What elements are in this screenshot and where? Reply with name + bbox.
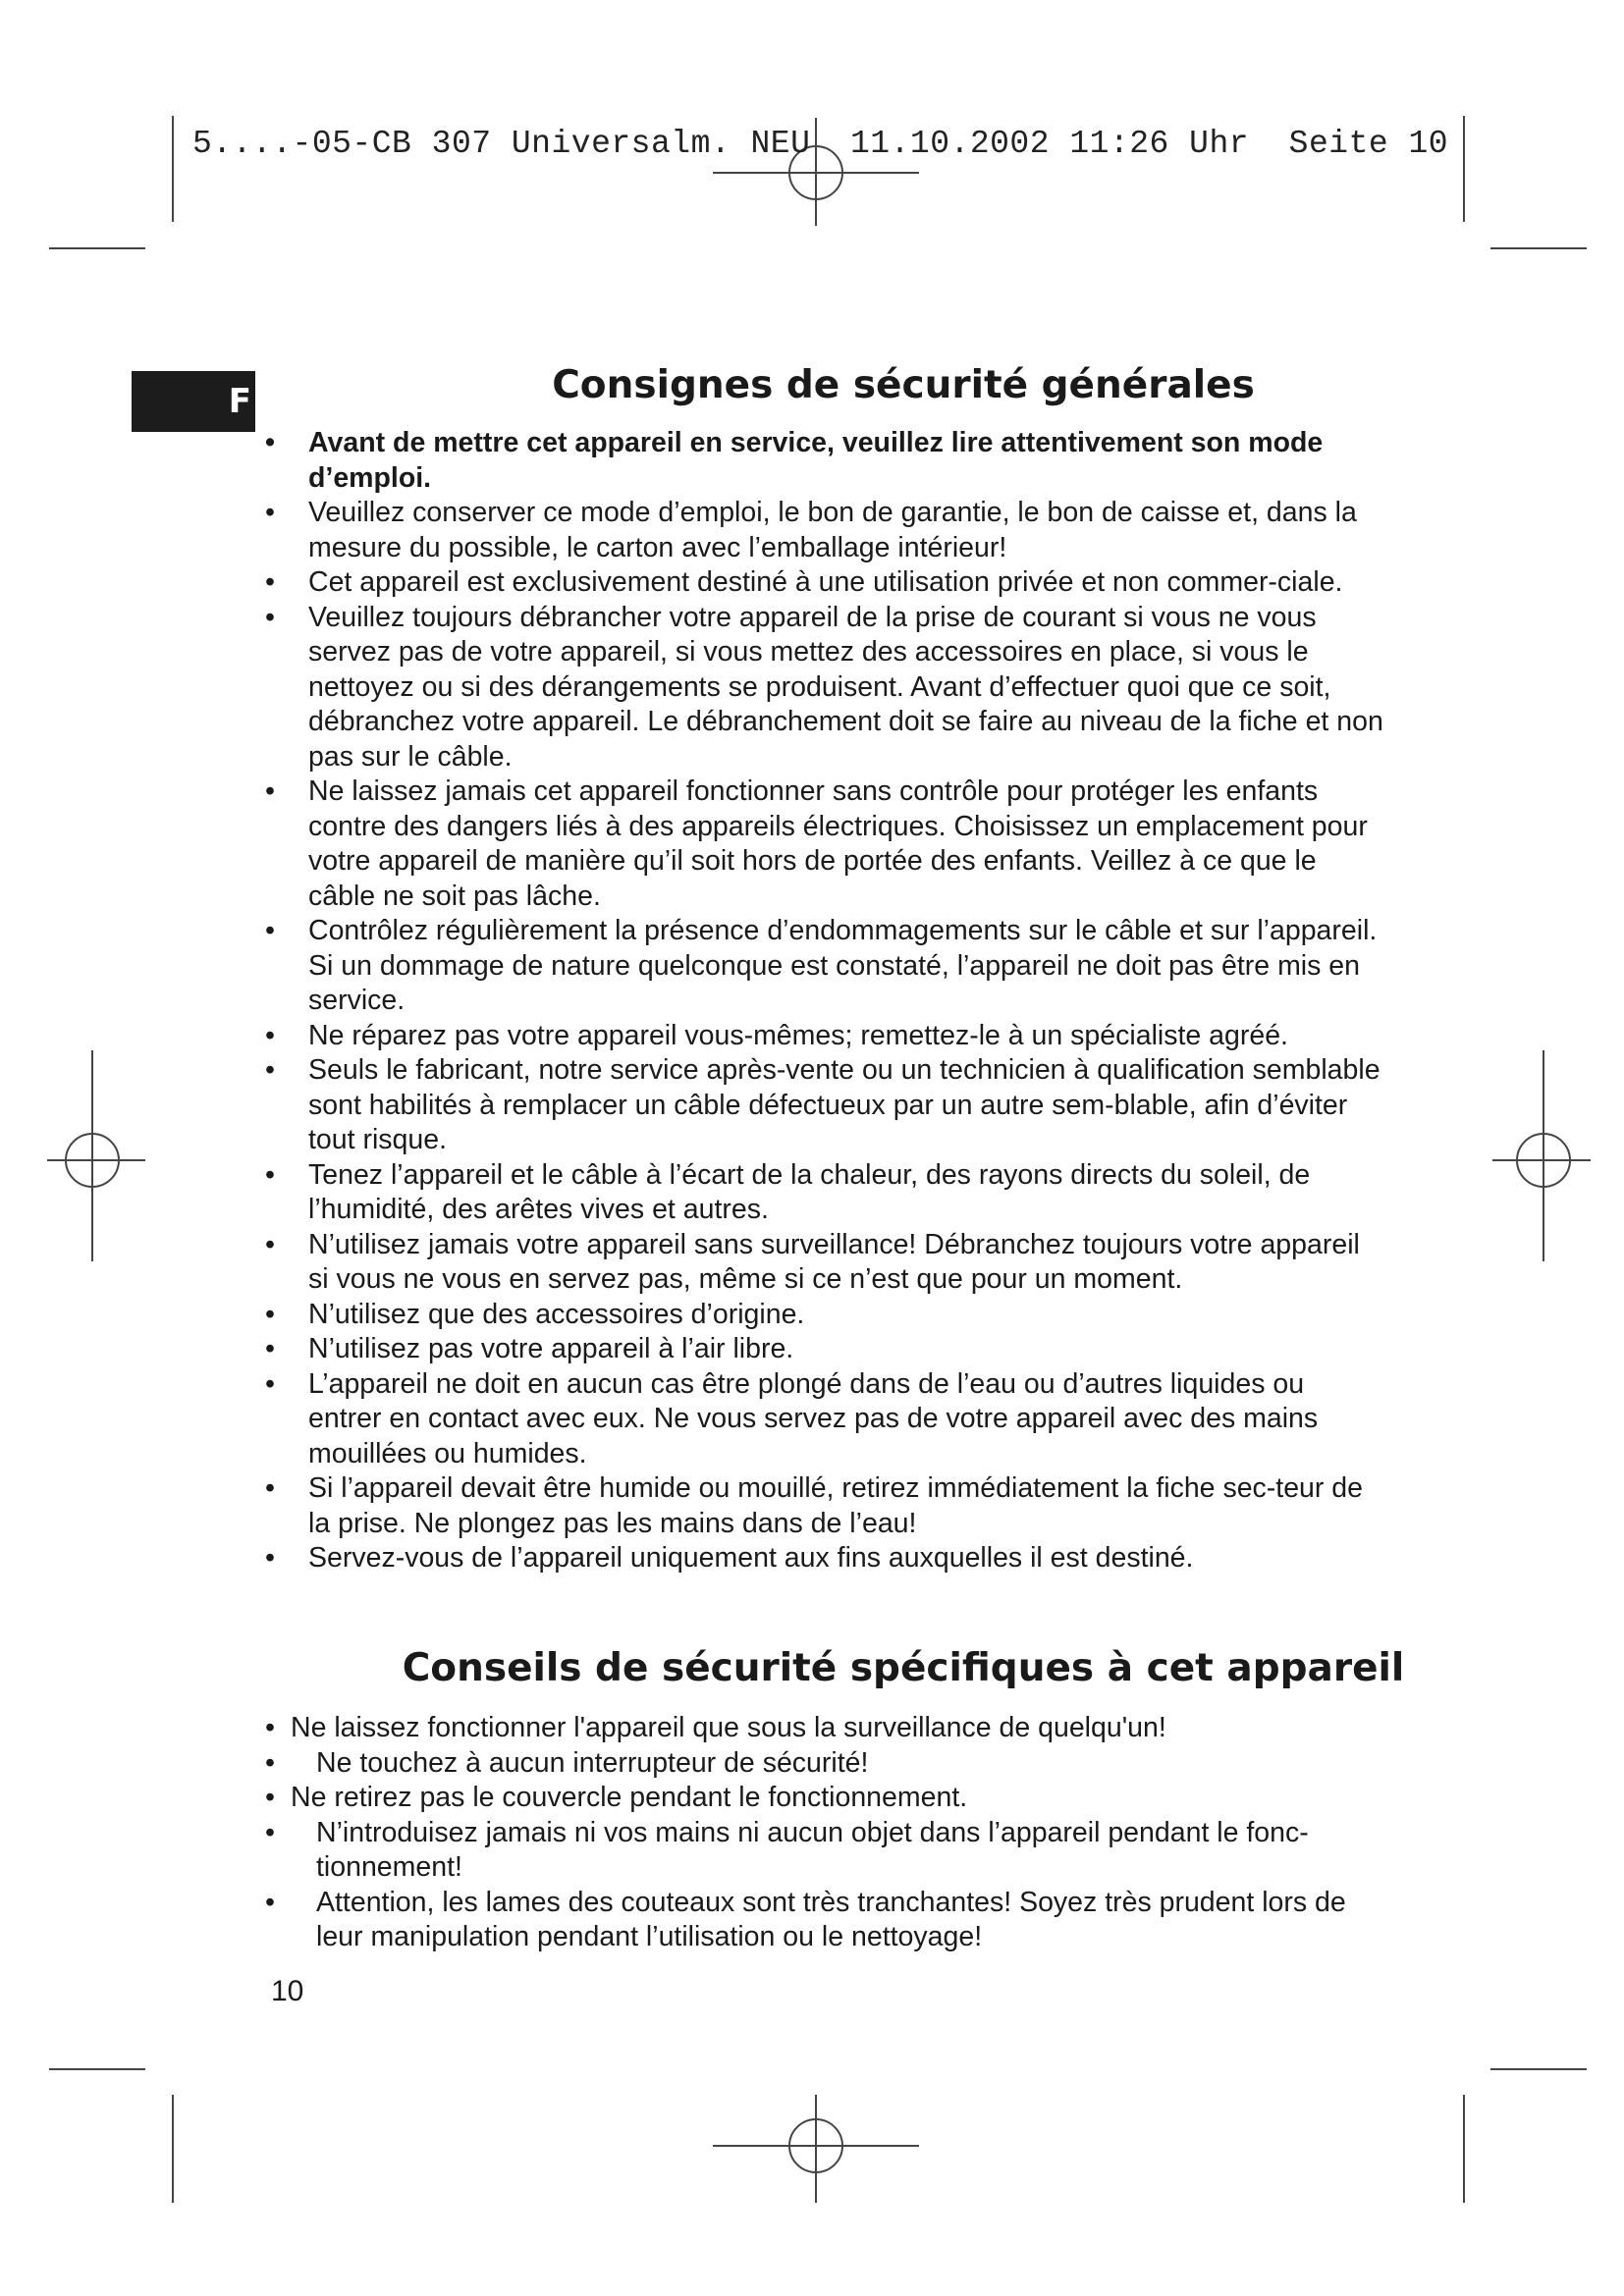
list-item-text: Ne laissez jamais cet appareil fonctionner sans contrôle pour protéger les enfants contre des dangers liés à des appareils électriques. Choisissez un emplacement pour votre appareil de manière qu’il soit hors de portée des enfants. Veillez à ce que le câble ne soit pas lâche. [308, 775, 1368, 912]
registration-mark-right [1492, 1050, 1591, 1261]
language-tab: F [132, 371, 255, 432]
list-item-text: Si l’appareil devait être humide ou mouillé, retirez immédiatement la fiche sec-teur de la prise. Ne plongez pas les mains dans de l’eau! [308, 1472, 1364, 1539]
list-item [265, 1053, 1384, 1158]
bullet-glyph: • [265, 427, 275, 458]
list-item-text: Contrôlez régulièrement la présence d’endommagements sur le câble et sur l’appareil. Si un dommage de nature quelconque est constaté, l’appareil ne doit pas être mis en service. [308, 915, 1378, 1016]
list-item-text: Avant de mettre cet appareil en service, veuillez lire attentivement son mode d’emploi. [308, 427, 1324, 494]
crop-mark-top-left-vertical [172, 116, 174, 222]
bullet-glyph: • [265, 1782, 275, 1813]
bullet-glyph: • [265, 1712, 275, 1743]
registration-mark-left [47, 1050, 145, 1261]
list-item-text: Seuls le fabricant, notre service après-vente ou un technicien à qualification semblable sont habilités à remplacer un câble défectueux par un autre sem-blable, afin d’éviter tout risque. [308, 1054, 1380, 1155]
list-item [265, 565, 1384, 601]
list-item-text: Cet appareil est exclusivement destiné à une utilisation privée et non commer-ciale. [308, 566, 1343, 598]
list-item [265, 1019, 1384, 1054]
print-slug-line: 5....-05-CB 307 Universalm. NEU 11.10.2002 11:26 Uhr Seite 10 [192, 126, 1449, 162]
list-item [265, 1781, 1384, 1816]
list-item-text: Ne retirez pas le couvercle pendant le fonctionnement. [291, 1782, 968, 1813]
list-item [265, 496, 1384, 565]
crop-mark-top-left-horizontal [49, 247, 145, 249]
list-item-text: N’utilisez jamais votre appareil sans surveillance! Débranchez toujours votre appareil si vous ne vous en servez pas, même si ce n’est que pour un moment. [308, 1228, 1360, 1295]
list-item [265, 1228, 1384, 1298]
bullet-glyph: • [265, 1746, 275, 1779]
list-item [265, 1367, 1384, 1472]
list-item [265, 1332, 1384, 1367]
bullet-glyph: • [265, 915, 275, 946]
list-item [265, 1886, 1384, 1955]
bullet-glyph: • [265, 1158, 275, 1191]
crop-mark-bottom-left-vertical [172, 2095, 174, 2203]
bullet-glyph: • [265, 566, 275, 598]
crop-mark-bottom-left-horizontal [49, 2068, 145, 2070]
list-item-text: N’utilisez pas votre appareil à l’air libre. [308, 1333, 794, 1364]
list-item-text: Veuillez conserver ce mode d’emploi, le bon de garantie, le bon de caisse et, dans la mesure du possible, le carton avec l’emballage intérieur! [308, 497, 1357, 563]
list-item-text: N’introduisez jamais ni vos mains ni aucun objet dans l’appareil pendant le fonc-tionnement! [316, 1816, 1309, 1883]
bullet-glyph: • [265, 1019, 275, 1051]
bullet-glyph: • [265, 1333, 275, 1364]
list-item-text: Attention, les lames des couteaux sont très tranchantes! Soyez très prudent lors de leur manipulation pendant l’utilisation ou le nettoyage! [316, 1886, 1346, 1952]
list-item [265, 1298, 1384, 1333]
list-item-text: Veuillez toujours débrancher votre appareil de la prise de courant si vous ne vous servez pas de votre appareil, si vous mettez des accessoires en place, si vous le nettoyez ou si des dérangements se produisent. Avant d’effectuer quoi que ce soit, débranchez votre appareil. Le débranchement doit se faire au niveau de la fiche et non pas sur le câble. [308, 601, 1383, 773]
list-item [265, 426, 1384, 496]
list-item-text: Ne laissez fonctionner l'appareil que sous la surveillance de quelqu'un! [291, 1712, 1166, 1743]
registration-mark-bottom [713, 2095, 919, 2203]
general-safety-list [265, 426, 1384, 1576]
bullet-glyph: • [265, 1298, 275, 1330]
section-title-device-specific-safety: Conseils de sécurité spécifiques à cet appareil [402, 1646, 1405, 1690]
device-specific-safety-list [265, 1711, 1384, 1955]
bullet-glyph: • [265, 1367, 275, 1400]
list-item [265, 774, 1384, 914]
list-item [265, 1541, 1384, 1576]
crop-mark-bottom-right-horizontal [1490, 2068, 1587, 2070]
crop-mark-top-right-vertical [1463, 116, 1465, 222]
list-item-text: Ne réparez pas votre appareil vous-mêmes; remettez-le à un spécialiste agréé. [308, 1019, 1288, 1051]
list-item [265, 1816, 1384, 1886]
bullet-glyph: • [265, 601, 275, 633]
page-number: 10 [271, 1975, 304, 2007]
bullet-glyph: • [265, 1886, 275, 1918]
bullet-glyph: • [265, 1472, 275, 1504]
list-item [265, 914, 1384, 1019]
bullet-glyph: • [265, 775, 275, 807]
crop-mark-bottom-right-vertical [1463, 2095, 1465, 2203]
bullet-glyph: • [265, 1542, 275, 1574]
list-item-text: Tenez l’appareil et le câble à l’écart de la chaleur, des rayons directs du soleil, de l’humidité, des arêtes vives et autres. [308, 1158, 1311, 1225]
list-item [265, 1711, 1384, 1746]
list-item-text: Ne touchez à aucun interrupteur de sécurité! [316, 1746, 869, 1779]
list-item-text: L’appareil ne doit en aucun cas être plongé dans de l’eau ou d’autres liquides ou entrer en contact avec eux. Ne vous servez pas de votre appareil avec des mains mouillées ou humides. [308, 1367, 1319, 1469]
crop-mark-top-right-horizontal [1490, 247, 1587, 249]
list-item-text: N’utilisez que des accessoires d’origine. [308, 1298, 805, 1330]
bullet-glyph: • [265, 1816, 275, 1848]
list-item [265, 1158, 1384, 1228]
list-item-text: Servez-vous de l’appareil uniquement aux fins auxquelles il est destiné. [308, 1542, 1194, 1574]
list-item [265, 1471, 1384, 1541]
section-title-general-safety: Consignes de sécurité générales [552, 363, 1255, 407]
list-item [265, 1746, 1384, 1782]
list-item [265, 601, 1384, 775]
bullet-glyph: • [265, 497, 275, 528]
bullet-glyph: • [265, 1054, 275, 1086]
bullet-glyph: • [265, 1228, 275, 1260]
